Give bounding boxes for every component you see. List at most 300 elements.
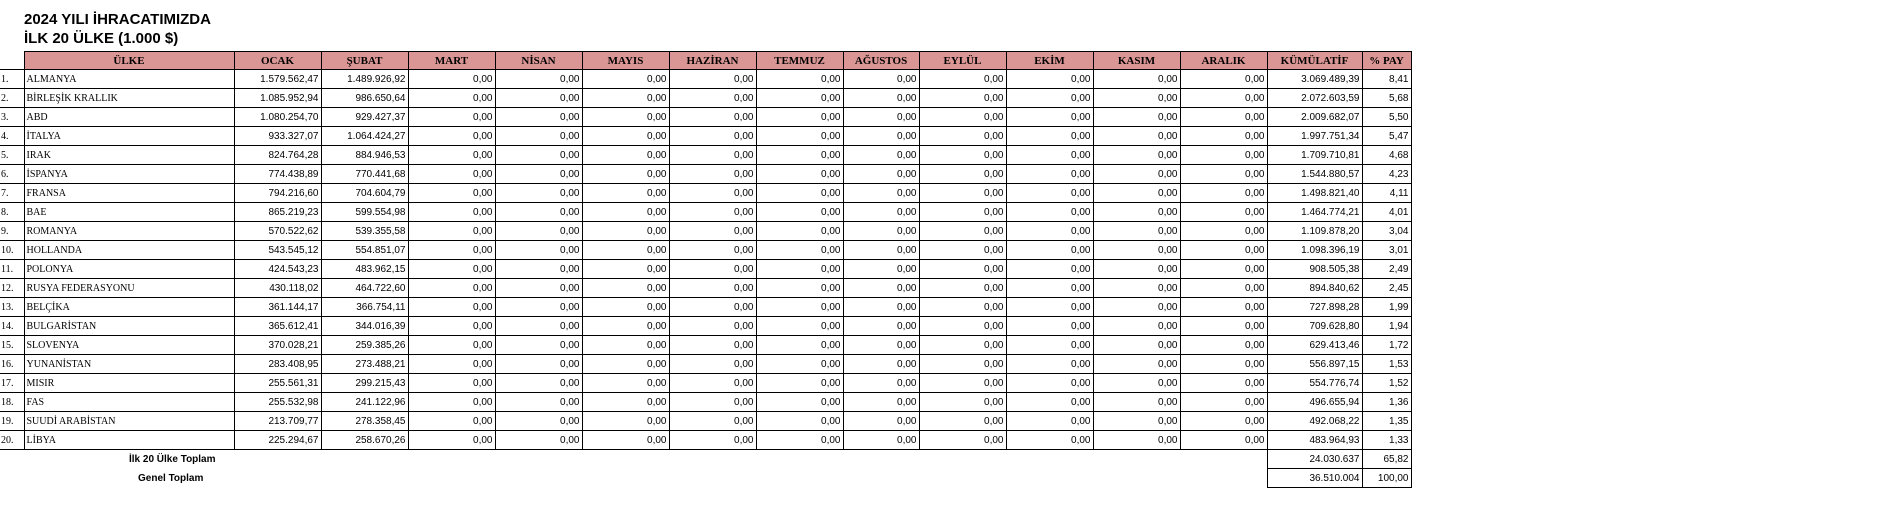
month-cell: 0,00 (669, 336, 756, 355)
month-cell: 0,00 (843, 393, 919, 412)
kumulatif-cell: 554.776,74 (1267, 374, 1362, 393)
kumulatif-cell: 2.072.603,59 (1267, 89, 1362, 108)
ocak-cell: 424.543,23 (234, 260, 321, 279)
column-header: MART (408, 52, 495, 70)
month-cell: 0,00 (669, 355, 756, 374)
total-pay-cell: 100,00 (1362, 469, 1411, 488)
table-row (0, 374, 1411, 393)
table-row (0, 412, 1411, 431)
pay-cell: 2,45 (1362, 279, 1411, 298)
ocak-cell: 543.545,12 (234, 241, 321, 260)
month-cell: 0,00 (756, 393, 843, 412)
table-row (0, 317, 1411, 336)
month-cell: 0,00 (669, 127, 756, 146)
row-number: 2. (0, 89, 24, 108)
month-cell: 0,00 (408, 412, 495, 431)
subat-cell: 539.355,58 (321, 222, 408, 241)
total-spacer (669, 469, 756, 488)
country-cell: FRANSA (24, 184, 234, 203)
ocak-cell: 824.764,28 (234, 146, 321, 165)
month-cell: 0,00 (495, 222, 582, 241)
month-cell: 0,00 (495, 165, 582, 184)
month-cell: 0,00 (843, 374, 919, 393)
total-row (0, 450, 1411, 469)
month-cell: 0,00 (1180, 298, 1267, 317)
subat-cell: 770.441,68 (321, 165, 408, 184)
pay-cell: 1,33 (1362, 431, 1411, 450)
month-cell: 0,00 (495, 412, 582, 431)
total-spacer (1180, 450, 1267, 469)
row-number: 4. (0, 127, 24, 146)
kumulatif-cell: 483.964,93 (1267, 431, 1362, 450)
country-cell: BELÇİKA (24, 298, 234, 317)
subat-cell: 278.358,45 (321, 412, 408, 431)
table-row (0, 146, 1411, 165)
subat-cell: 366.754,11 (321, 298, 408, 317)
month-cell: 0,00 (582, 127, 669, 146)
column-header: EYLÜL (919, 52, 1006, 70)
table-row (0, 241, 1411, 260)
month-cell: 0,00 (495, 127, 582, 146)
total-spacer (756, 450, 843, 469)
month-cell: 0,00 (843, 241, 919, 260)
total-spacer (1093, 469, 1180, 488)
month-cell: 0,00 (582, 70, 669, 89)
month-cell: 0,00 (669, 374, 756, 393)
country-cell: BAE (24, 203, 234, 222)
country-cell: ABD (24, 108, 234, 127)
country-cell: BULGARİSTAN (24, 317, 234, 336)
month-cell: 0,00 (756, 412, 843, 431)
month-cell: 0,00 (495, 355, 582, 374)
month-cell: 0,00 (669, 393, 756, 412)
month-cell: 0,00 (582, 298, 669, 317)
month-cell: 0,00 (495, 241, 582, 260)
month-cell: 0,00 (843, 89, 919, 108)
table-row (0, 89, 1411, 108)
pay-cell: 1,53 (1362, 355, 1411, 374)
total-label: İlk 20 Ülke Toplam (129, 453, 216, 465)
column-header: OCAK (234, 52, 321, 70)
total-spacer (919, 469, 1006, 488)
month-cell: 0,00 (1093, 108, 1180, 127)
row-number: 13. (0, 298, 24, 317)
month-cell: 0,00 (582, 222, 669, 241)
month-cell: 0,00 (408, 355, 495, 374)
month-cell: 0,00 (1093, 431, 1180, 450)
kumulatif-cell: 3.069.489,39 (1267, 70, 1362, 89)
pay-cell: 4,01 (1362, 203, 1411, 222)
month-cell: 0,00 (1093, 412, 1180, 431)
pay-cell: 1,36 (1362, 393, 1411, 412)
month-cell: 0,00 (582, 355, 669, 374)
pay-cell: 1,72 (1362, 336, 1411, 355)
month-cell: 0,00 (919, 146, 1006, 165)
month-cell: 0,00 (756, 279, 843, 298)
subat-cell: 483.962,15 (321, 260, 408, 279)
month-cell: 0,00 (1006, 374, 1093, 393)
column-header: MAYIS (582, 52, 669, 70)
column-header: AĞUSTOS (843, 52, 919, 70)
month-cell: 0,00 (408, 222, 495, 241)
row-number: 17. (0, 374, 24, 393)
row-number: 14. (0, 317, 24, 336)
month-cell: 0,00 (756, 317, 843, 336)
kumulatif-cell: 727.898,28 (1267, 298, 1362, 317)
month-cell: 0,00 (756, 355, 843, 374)
table-row (0, 222, 1411, 241)
ocak-cell: 365.612,41 (234, 317, 321, 336)
row-number: 8. (0, 203, 24, 222)
month-cell: 0,00 (582, 89, 669, 108)
country-cell: RUSYA FEDERASYONU (24, 279, 234, 298)
month-cell: 0,00 (1180, 355, 1267, 374)
row-number: 11. (0, 260, 24, 279)
country-cell: SUUDİ ARABİSTAN (24, 412, 234, 431)
pay-cell: 3,01 (1362, 241, 1411, 260)
month-cell: 0,00 (408, 165, 495, 184)
subat-cell: 241.122,96 (321, 393, 408, 412)
month-cell: 0,00 (843, 260, 919, 279)
row-number: 3. (0, 108, 24, 127)
header-row (0, 52, 1411, 70)
month-cell: 0,00 (669, 260, 756, 279)
month-cell: 0,00 (1093, 222, 1180, 241)
total-spacer (234, 469, 321, 488)
subat-cell: 599.554,98 (321, 203, 408, 222)
country-cell: LİBYA (24, 431, 234, 450)
month-cell: 0,00 (495, 336, 582, 355)
month-cell: 0,00 (582, 108, 669, 127)
month-cell: 0,00 (843, 184, 919, 203)
month-cell: 0,00 (919, 393, 1006, 412)
kumulatif-cell: 1.997.751,34 (1267, 127, 1362, 146)
table-row (0, 393, 1411, 412)
total-spacer (0, 469, 24, 488)
column-header: HAZİRAN (669, 52, 756, 70)
month-cell: 0,00 (495, 89, 582, 108)
month-cell: 0,00 (843, 146, 919, 165)
kumulatif-cell: 1.098.396,19 (1267, 241, 1362, 260)
total-pay-cell: 65,82 (1362, 450, 1411, 469)
total-spacer (582, 469, 669, 488)
month-cell: 0,00 (1006, 317, 1093, 336)
total-kumulatif-cell: 24.030.637 (1267, 450, 1362, 469)
month-cell: 0,00 (408, 203, 495, 222)
kumulatif-cell: 1.498.821,40 (1267, 184, 1362, 203)
ocak-cell: 933.327,07 (234, 127, 321, 146)
row-number: 7. (0, 184, 24, 203)
month-cell: 0,00 (1006, 355, 1093, 374)
month-cell: 0,00 (582, 184, 669, 203)
month-cell: 0,00 (669, 241, 756, 260)
month-cell: 0,00 (582, 336, 669, 355)
month-cell: 0,00 (669, 222, 756, 241)
month-cell: 0,00 (1006, 127, 1093, 146)
month-cell: 0,00 (408, 146, 495, 165)
table-row (0, 279, 1411, 298)
month-cell: 0,00 (756, 431, 843, 450)
total-spacer (669, 450, 756, 469)
month-cell: 0,00 (1006, 393, 1093, 412)
month-cell: 0,00 (919, 184, 1006, 203)
month-cell: 0,00 (919, 108, 1006, 127)
month-cell: 0,00 (1180, 222, 1267, 241)
month-cell: 0,00 (756, 222, 843, 241)
month-cell: 0,00 (843, 412, 919, 431)
month-cell: 0,00 (919, 89, 1006, 108)
kumulatif-cell: 1.464.774,21 (1267, 203, 1362, 222)
ocak-cell: 361.144,17 (234, 298, 321, 317)
month-cell: 0,00 (1180, 241, 1267, 260)
ocak-cell: 570.522,62 (234, 222, 321, 241)
month-cell: 0,00 (1180, 146, 1267, 165)
month-cell: 0,00 (1093, 165, 1180, 184)
pay-cell: 3,04 (1362, 222, 1411, 241)
column-header: EKİM (1006, 52, 1093, 70)
month-cell: 0,00 (408, 70, 495, 89)
month-cell: 0,00 (408, 127, 495, 146)
month-cell: 0,00 (756, 127, 843, 146)
month-cell: 0,00 (408, 317, 495, 336)
month-cell: 0,00 (1093, 279, 1180, 298)
month-cell: 0,00 (408, 241, 495, 260)
pay-cell: 5,50 (1362, 108, 1411, 127)
month-cell: 0,00 (843, 70, 919, 89)
month-cell: 0,00 (495, 431, 582, 450)
month-cell: 0,00 (919, 260, 1006, 279)
month-cell: 0,00 (1093, 355, 1180, 374)
country-cell: IRAK (24, 146, 234, 165)
total-spacer (919, 450, 1006, 469)
subat-cell: 273.488,21 (321, 355, 408, 374)
month-cell: 0,00 (1180, 374, 1267, 393)
month-cell: 0,00 (495, 298, 582, 317)
kumulatif-cell: 908.505,38 (1267, 260, 1362, 279)
total-label: Genel Toplam (138, 472, 204, 484)
month-cell: 0,00 (756, 184, 843, 203)
month-cell: 0,00 (1006, 70, 1093, 89)
month-cell: 0,00 (1180, 317, 1267, 336)
month-cell: 0,00 (919, 374, 1006, 393)
month-cell: 0,00 (1006, 146, 1093, 165)
month-cell: 0,00 (843, 317, 919, 336)
month-cell: 0,00 (1180, 203, 1267, 222)
month-cell: 0,00 (408, 374, 495, 393)
ocak-cell: 370.028,21 (234, 336, 321, 355)
month-cell: 0,00 (756, 374, 843, 393)
month-cell: 0,00 (843, 108, 919, 127)
month-cell: 0,00 (582, 165, 669, 184)
table-row (0, 108, 1411, 127)
month-cell: 0,00 (669, 317, 756, 336)
month-cell: 0,00 (582, 241, 669, 260)
month-cell: 0,00 (1006, 203, 1093, 222)
month-cell: 0,00 (408, 260, 495, 279)
subat-cell: 986.650,64 (321, 89, 408, 108)
month-cell: 0,00 (408, 108, 495, 127)
pay-cell: 2,49 (1362, 260, 1411, 279)
month-cell: 0,00 (669, 279, 756, 298)
export-table (0, 51, 1412, 488)
month-cell: 0,00 (669, 70, 756, 89)
month-cell: 0,00 (408, 298, 495, 317)
month-cell: 0,00 (408, 336, 495, 355)
ocak-cell: 1.085.952,94 (234, 89, 321, 108)
month-cell: 0,00 (756, 89, 843, 108)
row-number: 19. (0, 412, 24, 431)
month-cell: 0,00 (1180, 431, 1267, 450)
month-cell: 0,00 (1093, 89, 1180, 108)
month-cell: 0,00 (495, 260, 582, 279)
month-cell: 0,00 (669, 431, 756, 450)
subat-cell: 554.851,07 (321, 241, 408, 260)
country-cell: İTALYA (24, 127, 234, 146)
month-cell: 0,00 (1093, 374, 1180, 393)
month-cell: 0,00 (919, 70, 1006, 89)
kumulatif-cell: 492.068,22 (1267, 412, 1362, 431)
sheet-title-line-1: 2024 YILI İHRACATIMIZDA (24, 11, 211, 28)
month-cell: 0,00 (756, 108, 843, 127)
total-spacer (1093, 450, 1180, 469)
month-cell: 0,00 (495, 317, 582, 336)
month-cell: 0,00 (919, 222, 1006, 241)
month-cell: 0,00 (1006, 431, 1093, 450)
month-cell: 0,00 (495, 70, 582, 89)
pay-cell: 1,94 (1362, 317, 1411, 336)
table-row (0, 184, 1411, 203)
month-cell: 0,00 (582, 317, 669, 336)
month-cell: 0,00 (756, 241, 843, 260)
month-cell: 0,00 (843, 298, 919, 317)
month-cell: 0,00 (756, 165, 843, 184)
month-cell: 0,00 (1006, 108, 1093, 127)
month-cell: 0,00 (843, 222, 919, 241)
total-spacer (582, 450, 669, 469)
subat-cell: 929.427,37 (321, 108, 408, 127)
total-spacer (408, 450, 495, 469)
month-cell: 0,00 (756, 203, 843, 222)
total-spacer (495, 450, 582, 469)
month-cell: 0,00 (582, 393, 669, 412)
country-cell: ALMANYA (24, 70, 234, 89)
month-cell: 0,00 (919, 412, 1006, 431)
total-spacer (1006, 469, 1093, 488)
total-spacer (0, 450, 24, 469)
sheet-title-line-2: İLK 20 ÜLKE (1.000 $) (24, 30, 179, 47)
month-cell: 0,00 (919, 165, 1006, 184)
table-row (0, 431, 1411, 450)
row-number: 6. (0, 165, 24, 184)
country-cell: SLOVENYA (24, 336, 234, 355)
month-cell: 0,00 (669, 298, 756, 317)
column-header: KASIM (1093, 52, 1180, 70)
month-cell: 0,00 (669, 89, 756, 108)
month-cell: 0,00 (843, 203, 919, 222)
month-cell: 0,00 (495, 203, 582, 222)
month-cell: 0,00 (919, 241, 1006, 260)
column-header: ÜLKE (24, 52, 234, 70)
country-cell: FAS (24, 393, 234, 412)
month-cell: 0,00 (669, 108, 756, 127)
month-cell: 0,00 (495, 374, 582, 393)
month-cell: 0,00 (1180, 108, 1267, 127)
month-cell: 0,00 (1180, 184, 1267, 203)
month-cell: 0,00 (843, 431, 919, 450)
country-cell: YUNANİSTAN (24, 355, 234, 374)
table-row (0, 70, 1411, 89)
month-cell: 0,00 (1006, 89, 1093, 108)
month-cell: 0,00 (408, 89, 495, 108)
month-cell: 0,00 (919, 298, 1006, 317)
kumulatif-cell: 629.413,46 (1267, 336, 1362, 355)
month-cell: 0,00 (1006, 412, 1093, 431)
month-cell: 0,00 (756, 70, 843, 89)
month-cell: 0,00 (1180, 89, 1267, 108)
subat-cell: 464.722,60 (321, 279, 408, 298)
total-spacer (843, 450, 919, 469)
column-header: ARALIK (1180, 52, 1267, 70)
month-cell: 0,00 (669, 412, 756, 431)
country-cell: BİRLEŞİK KRALLIK (24, 89, 234, 108)
month-cell: 0,00 (843, 127, 919, 146)
row-number: 5. (0, 146, 24, 165)
total-spacer (321, 469, 408, 488)
month-cell: 0,00 (495, 279, 582, 298)
month-cell: 0,00 (1180, 412, 1267, 431)
table-row (0, 298, 1411, 317)
pay-cell: 5,47 (1362, 127, 1411, 146)
table-row (0, 336, 1411, 355)
month-cell: 0,00 (756, 260, 843, 279)
month-cell: 0,00 (1093, 184, 1180, 203)
month-cell: 0,00 (669, 203, 756, 222)
country-cell: HOLLANDA (24, 241, 234, 260)
month-cell: 0,00 (1093, 203, 1180, 222)
pay-cell: 4,23 (1362, 165, 1411, 184)
month-cell: 0,00 (669, 165, 756, 184)
month-cell: 0,00 (495, 146, 582, 165)
pay-cell: 1,99 (1362, 298, 1411, 317)
table-row (0, 355, 1411, 374)
kumulatif-cell: 1.709.710,81 (1267, 146, 1362, 165)
column-header: KÜMÜLATİF (1267, 52, 1362, 70)
country-cell: ROMANYA (24, 222, 234, 241)
month-cell: 0,00 (408, 431, 495, 450)
ocak-cell: 213.709,77 (234, 412, 321, 431)
month-cell: 0,00 (843, 336, 919, 355)
total-row (0, 469, 1411, 488)
kumulatif-cell: 1.544.880,57 (1267, 165, 1362, 184)
ocak-cell: 1.080.254,70 (234, 108, 321, 127)
month-cell: 0,00 (1093, 70, 1180, 89)
month-cell: 0,00 (1093, 127, 1180, 146)
total-spacer (321, 450, 408, 469)
ocak-cell: 255.561,31 (234, 374, 321, 393)
month-cell: 0,00 (1093, 317, 1180, 336)
month-cell: 0,00 (582, 203, 669, 222)
row-number: 15. (0, 336, 24, 355)
month-cell: 0,00 (582, 146, 669, 165)
month-cell: 0,00 (408, 393, 495, 412)
ocak-cell: 794.216,60 (234, 184, 321, 203)
month-cell: 0,00 (1093, 336, 1180, 355)
row-number: 10. (0, 241, 24, 260)
subat-cell: 259.385,26 (321, 336, 408, 355)
month-cell: 0,00 (408, 279, 495, 298)
month-cell: 0,00 (669, 184, 756, 203)
month-cell: 0,00 (582, 279, 669, 298)
